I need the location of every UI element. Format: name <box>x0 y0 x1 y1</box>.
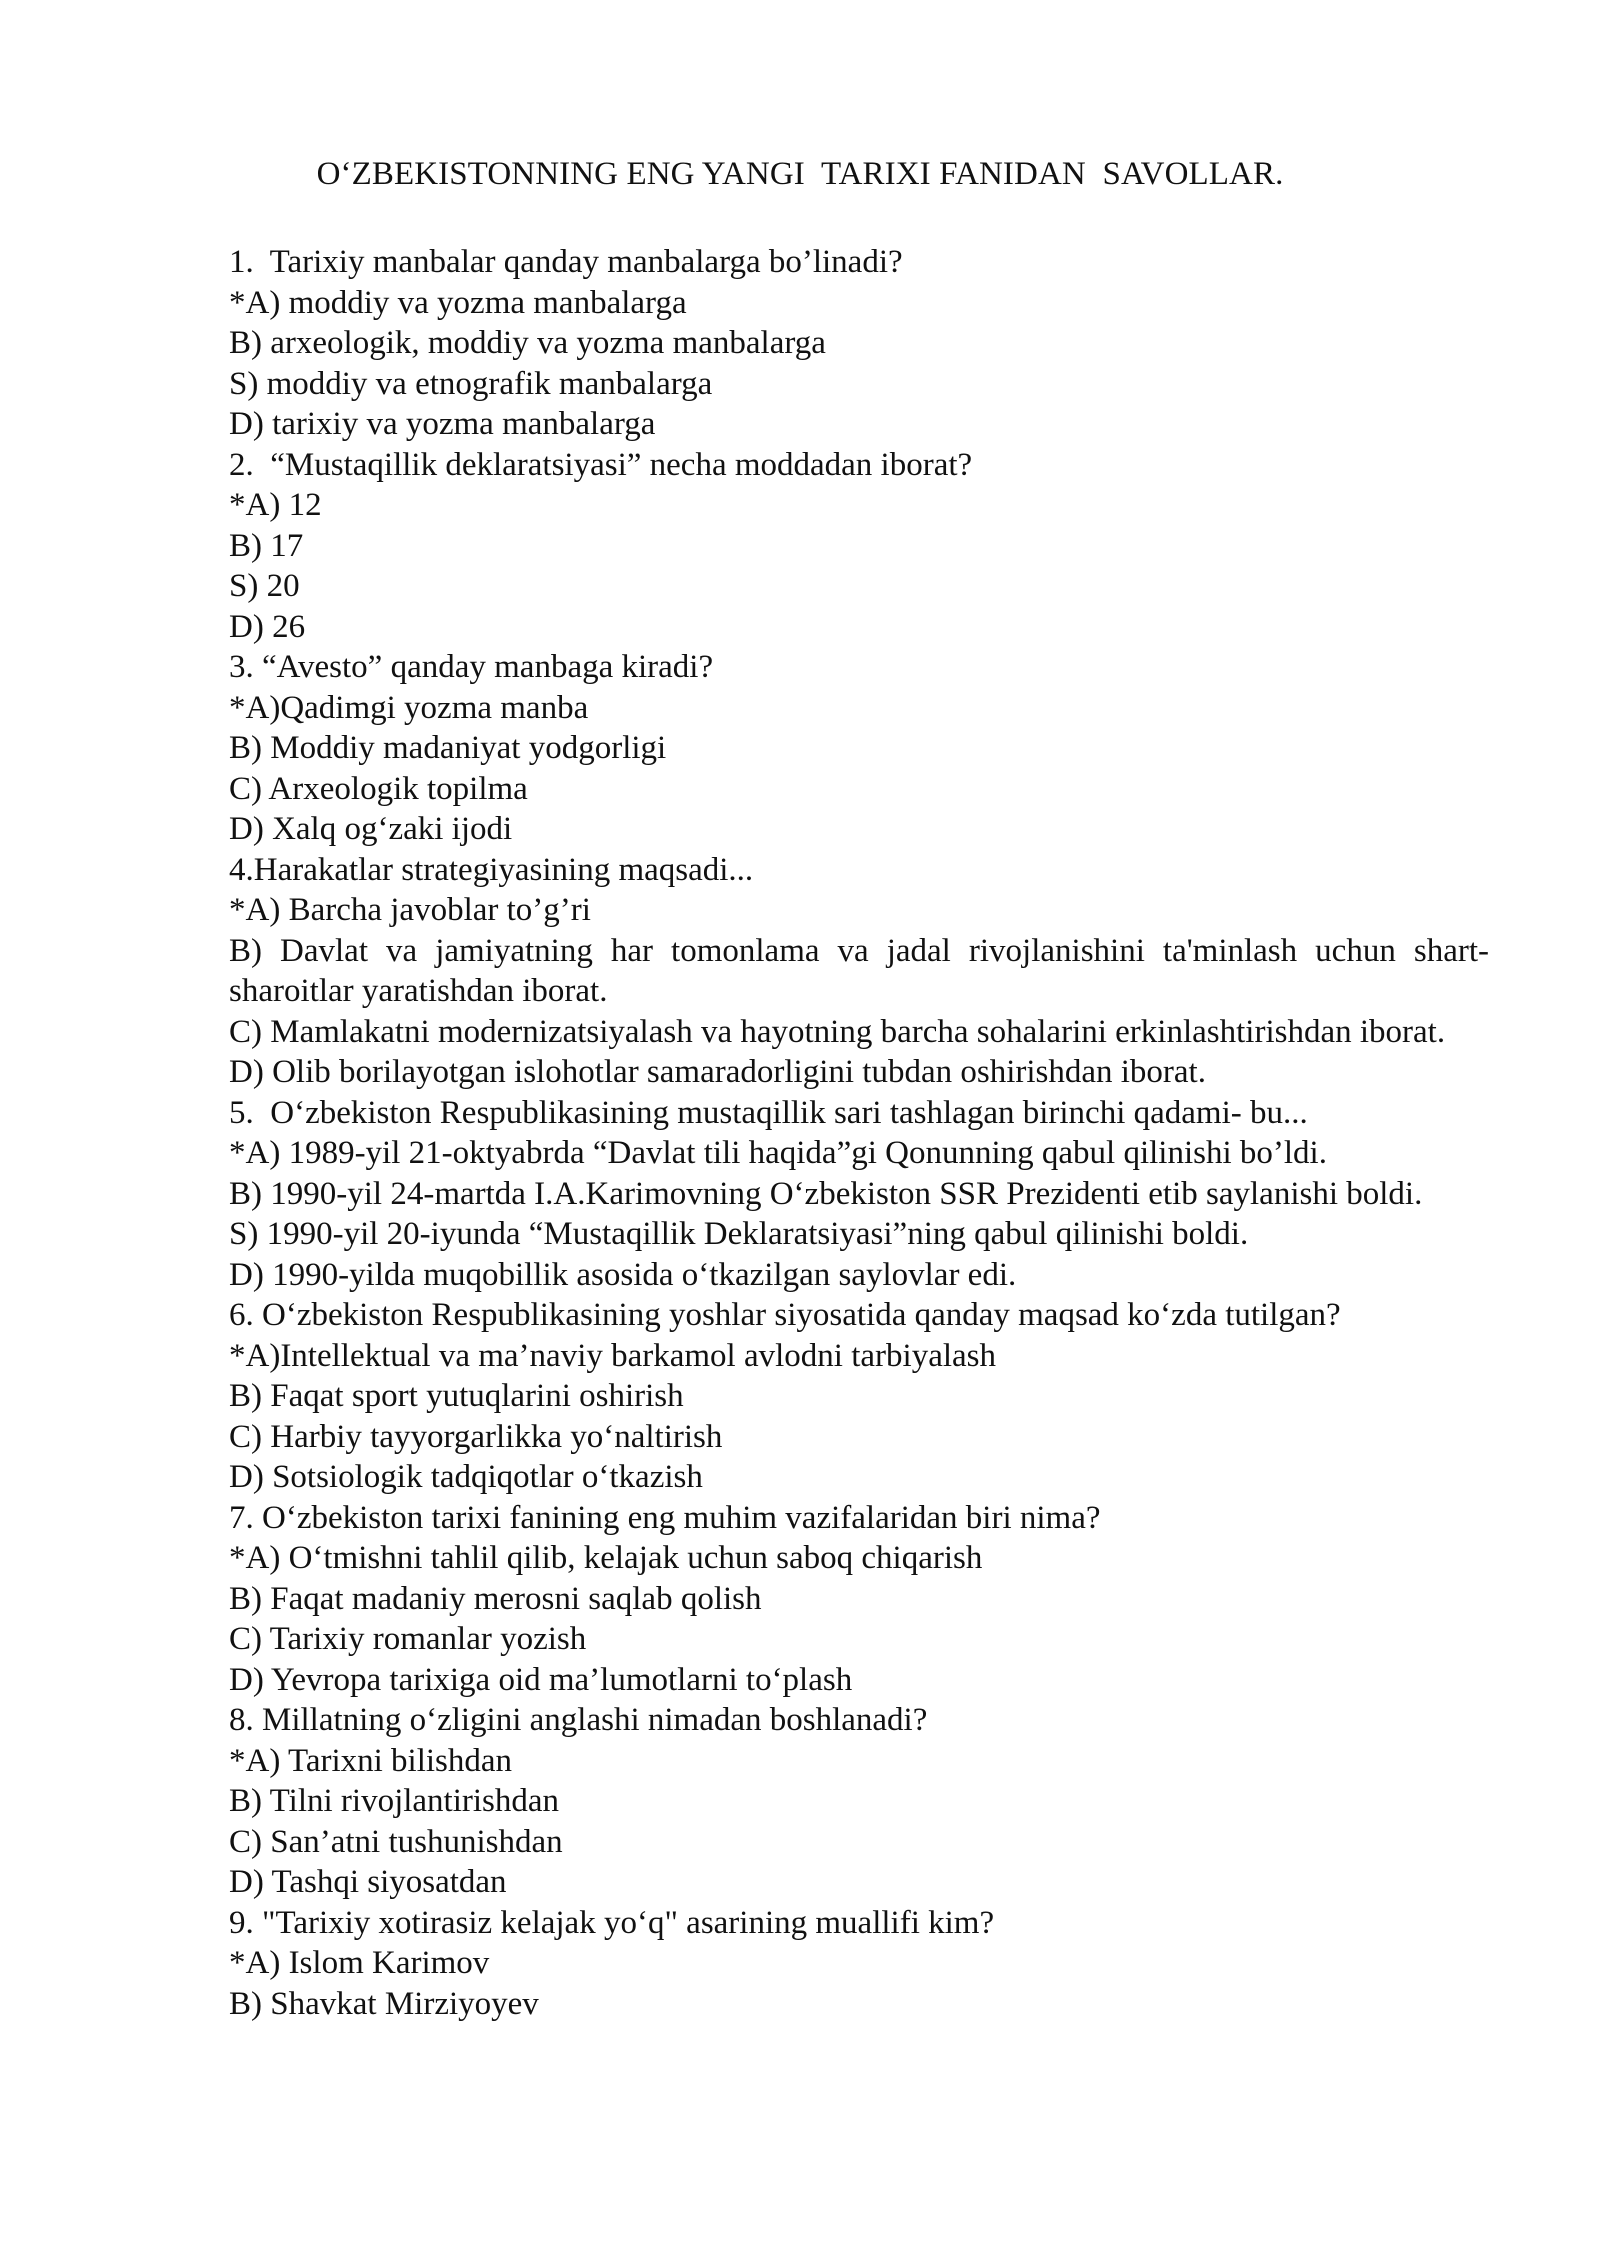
question-block <box>229 850 1489 1093</box>
question-block <box>229 445 1489 648</box>
answer-option: B) 17 <box>229 527 304 564</box>
answer-option: D) 1990-yilda muqobillik asosida o‘tkazilgan saylovlar edi. <box>229 1256 1017 1293</box>
question-block <box>229 647 1489 850</box>
answer-option: *A) 12 <box>229 487 322 523</box>
answer-option: *A)Qadimgi yozma manba <box>229 689 589 726</box>
answer-option: *A) moddiy va yozma manbalarga <box>229 284 687 321</box>
answer-option: C) San’atni tushunishdan <box>229 1823 563 1860</box>
answer-option: D) 26 <box>229 608 306 645</box>
answer-option: C) Mamlakatni modernizatsiyalash va hayotning barcha sohalarini erkinlashtirishdan iborat. <box>229 1013 1446 1050</box>
answer-option: C) Arxeologik topilma <box>229 770 528 807</box>
question-block <box>229 1295 1489 1498</box>
answer-option: *A)Intellektual va ma’naviy barkamol avlodni tarbiyalash <box>229 1337 996 1374</box>
answer-option: D) Olib borilayotgan islohotlar samaradorligini tubdan oshirishdan iborat. <box>229 1054 1206 1090</box>
answer-option: B) 1990-yil 24-martda I.A.Karimovning O‘zbekiston SSR Prezidenti etib saylanishi boldi. <box>229 1175 1423 1212</box>
question-text: 3. “Avesto” qanday manbaga kiradi? <box>229 649 714 685</box>
answer-option: C) Harbiy tayyorgarlikka yo‘naltirish <box>229 1418 723 1455</box>
question-list <box>229 242 1489 2024</box>
question-text: 4.Harakatlar strategiyasining maqsadi... <box>229 851 754 888</box>
answer-option: S) 1990-yil 20-iyunda “Mustaqillik Deklaratsiyasi”ning qabul qilinishi boldi. <box>229 1216 1249 1252</box>
question-text: 6. O‘zbekiston Respublikasining yoshlar siyosatida qanday maqsad ko‘zda tutilgan? <box>229 1297 1341 1333</box>
answer-option: B) Tilni rivojlantirishdan <box>229 1783 560 1819</box>
answer-option: C) Tarixiy romanlar yozish <box>229 1621 587 1657</box>
question-block <box>229 1498 1489 1701</box>
question-text: 5. O‘zbekiston Respublikasining mustaqillik sari tashlagan birinchi qadami- bu... <box>229 1094 1308 1131</box>
question-text: 1. Tarixiy manbalar qanday manbalarga bo’linadi? <box>229 244 903 280</box>
answer-option: B) Faqat madaniy merosni saqlab qolish <box>229 1580 762 1617</box>
question-block <box>229 1700 1489 1903</box>
answer-option: *A) O‘tmishni tahlil qilib, kelajak uchun saboq chiqarish <box>229 1540 983 1576</box>
question-block <box>229 242 1489 445</box>
answer-option: D) Yevropa tarixiga oid ma’lumotlarni to‘plash <box>229 1661 853 1698</box>
answer-option: B) arxeologik, moddiy va yozma manbalarga <box>229 325 826 361</box>
document-title: O‘ZBEKISTONNING ENG YANGI TARIXI FANIDAN SAVOLLAR. <box>316 156 1284 192</box>
question-block <box>229 1903 1489 2025</box>
answer-option: B) Shavkat Mirziyoyev <box>229 1985 539 2022</box>
answer-option: S) 20 <box>229 568 300 604</box>
answer-option: *A) 1989-yil 21-oktyabrda “Davlat tili haqida”gi Qonunning qabul qilinishi bo’ldi. <box>229 1135 1327 1171</box>
answer-option: D) tarixiy va yozma manbalarga <box>229 406 656 442</box>
answer-option: *A) Barcha javoblar to’g’ri <box>229 892 591 928</box>
question-text: 8. Millatning o‘zligini anglashi nimadan boshlanadi? <box>229 1702 928 1738</box>
answer-option: *A) Islom Karimov <box>229 1945 490 1981</box>
question-text: 2. “Mustaqillik deklaratsiyasi” necha moddadan iborat? <box>229 446 973 483</box>
question-block <box>229 1093 1489 1296</box>
answer-option: B) Davlat va jamiyatning har tomonlama va jadal rivojlanishini ta'minlash uchun shart-sharoitlar yaratishdan iborat. <box>229 932 1489 1009</box>
answer-option: B) Moddiy madaniyat yodgorligi <box>229 730 667 766</box>
question-text: 7. O‘zbekiston tarixi fanining eng muhim vazifalaridan biri nima? <box>229 1499 1101 1536</box>
question-text: 9. "Tarixiy xotirasiz kelajak yo‘q" asarining muallifi kim? <box>229 1904 995 1941</box>
answer-option: D) Tashqi siyosatdan <box>229 1864 507 1900</box>
answer-option: D) Xalq og‘zaki ijodi <box>229 811 513 847</box>
answer-option: S) moddiy va etnografik manbalarga <box>229 365 713 402</box>
answer-option: B) Faqat sport yutuqlarini oshirish <box>229 1378 684 1414</box>
answer-option: *A) Tarixni bilishdan <box>229 1742 513 1779</box>
answer-option: D) Sotsiologik tadqiqotlar o‘tkazish <box>229 1459 703 1495</box>
